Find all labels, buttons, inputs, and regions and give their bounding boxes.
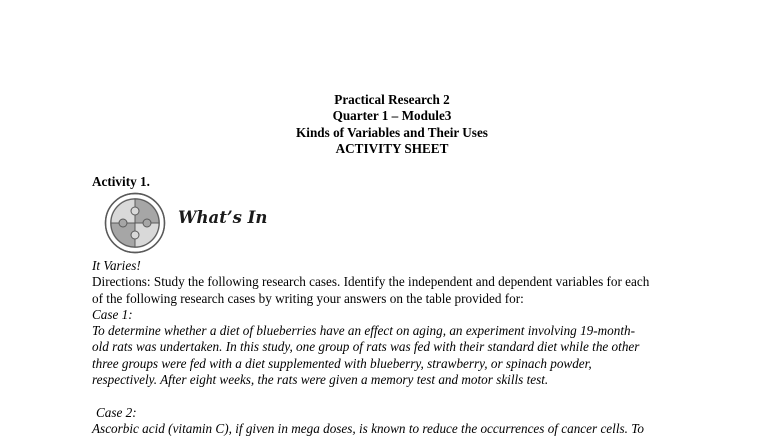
directions-line-1: Directions: Study the following research cases. Identify the independent and dependent variables for each	[92, 274, 650, 290]
case-1-line-4: respectively. After eight weeks, the rats were given a memory test and motor skills test.	[92, 372, 549, 388]
header-lesson-title: Kinds of Variables and Their Uses	[296, 124, 488, 140]
activity-body	[92, 258, 712, 437]
case-2-label: Case 2:	[96, 404, 137, 420]
activity-label: Activity 1.	[92, 174, 150, 189]
directions-line-2: of the following research cases by writing your answers on the table provided for:	[92, 290, 524, 306]
case-2-line-1: Ascorbic acid (vitamin C), if given in mega doses, is known to reduce the occurrences of cancer cells. To	[92, 420, 644, 436]
header-course-title: Practical Research 2	[334, 92, 450, 107]
header-sheet-title: ACTIVITY SHEET	[335, 140, 449, 156]
whats-in-title: What’s In	[178, 208, 268, 227]
paragraph-gap	[92, 388, 712, 404]
case-1-line-1: To determine whether a diet of blueberries have an effect on aging, an experiment involving 19-month-	[92, 323, 636, 339]
puzzle-pieces-icon	[104, 192, 166, 254]
whats-in-banner	[104, 192, 284, 254]
header-quarter-module: Quarter 1 – Module3	[332, 108, 452, 124]
case-1-label: Case 1:	[92, 306, 133, 322]
case-1-line-2: old rats was undertaken. In this study, one group of rats was fed with their standard diet while the other	[92, 339, 640, 355]
case-1-line-3: three groups were fed with a diet supplemented with blueberry, strawberry, or spinach powder,	[92, 355, 592, 371]
activity-heading: It Varies!	[92, 258, 141, 273]
document-header	[0, 92, 784, 157]
